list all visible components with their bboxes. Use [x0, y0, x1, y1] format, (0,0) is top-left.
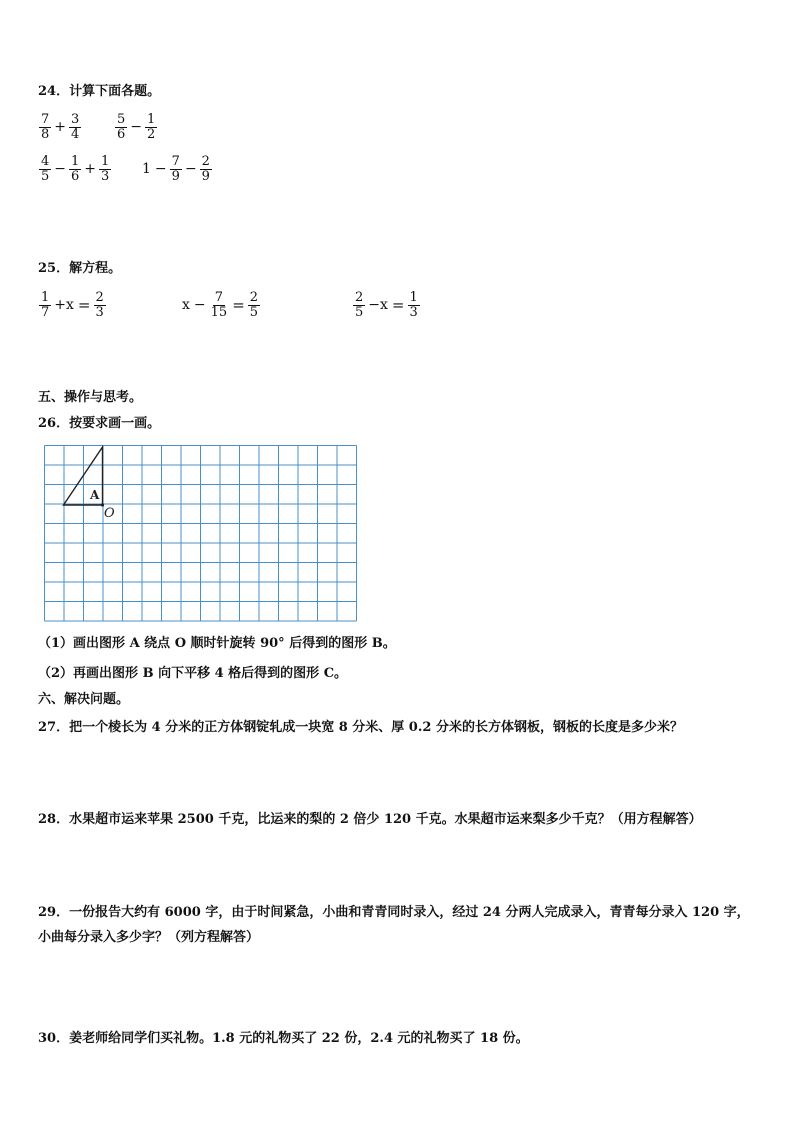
q24-expr-2: $\frac{5}{6}$ − $\frac{1}{2}$ — [117, 111, 156, 142]
fraction: $\frac{2}{5}$ — [355, 289, 364, 320]
q24-expr-4: 1 − $\frac{7}{9}$ − $\frac{2}{9}$ — [142, 153, 210, 184]
fraction: $\frac{2}{9}$ — [201, 153, 210, 184]
fraction: $\frac{5}{6}$ — [117, 111, 126, 142]
fraction: $\frac{1}{6}$ — [71, 153, 80, 184]
q30-text: 30．姜老师给同学们买礼物。1.8 元的礼物买了 22 份，2.4 元的礼物买了 18 份。 — [38, 1031, 529, 1046]
label-a: A — [90, 488, 100, 502]
q29-text: 29．一份报告大约有 6000 字，由于时间紧急，小曲和青青同时录入，经过 24 分两人完成录入，青青每分录入 120 字，小曲每分录入多少字？（列方程解答） — [38, 905, 750, 945]
q24-heading: 24．计算下面各题。 — [38, 84, 161, 99]
fraction: $\frac{1}{2}$ — [147, 111, 156, 142]
q26-sub-1: （1）画出图形 A 绕点 O 顺时针旋转 90° 后得到的图形 B。 — [38, 636, 396, 651]
section-6-title: 六、解决问题。 — [38, 692, 130, 707]
fraction: $\frac{4}{5}$ — [41, 153, 50, 184]
q24-expr-1: $\frac{7}{8}$ + $\frac{3}{4}$ — [41, 111, 80, 142]
q25-equation-1: $\frac{1}{7}$ +x = $\frac{2}{3}$ — [41, 289, 104, 320]
fraction: $\frac{7}{9}$ — [171, 153, 180, 184]
fraction: $\frac{7}{15}$ — [210, 289, 228, 320]
fraction: $\frac{1}{3}$ — [409, 289, 418, 320]
q25-heading: 25．解方程。 — [38, 261, 122, 276]
q25-equation-3: $\frac{2}{5}$ −x = $\frac{1}{3}$ — [355, 289, 418, 320]
fraction: $\frac{7}{8}$ — [41, 111, 50, 142]
fraction: $\frac{1}{7}$ — [41, 289, 50, 320]
q24-expr-3: $\frac{4}{5}$ − $\frac{1}{6}$ + $\frac{1}{3}$ — [41, 153, 110, 184]
fraction: $\frac{2}{3}$ — [95, 289, 104, 320]
q26-sub-2: （2）再画出图形 B 向下平移 4 格后得到的图形 C。 — [38, 666, 348, 681]
grid-lines — [45, 446, 357, 622]
fraction: $\frac{1}{3}$ — [101, 153, 110, 184]
q25-equation-2: x − $\frac{7}{15}$ = $\frac{2}{5}$ — [182, 289, 259, 320]
fraction: $\frac{3}{4}$ — [71, 111, 80, 142]
q27-text: 27．把一个棱长为 4 分米的正方体钢锭轧成一块宽 8 分米、厚 0.2 分米的长方体钢板，钢板的长度是多少米？ — [38, 720, 683, 735]
drawing-grid[interactable] — [44, 445, 374, 627]
q26-heading: 26．按要求画一画。 — [38, 416, 161, 431]
section-5-title: 五、操作与思考。 — [38, 390, 143, 405]
label-o: O — [104, 506, 115, 521]
fraction: $\frac{2}{5}$ — [249, 289, 259, 320]
q28-text: 28．水果超市运来苹果 2500 千克，比运来的梨的 2 倍少 120 千克。水果超市运来梨多少千克？（用方程解答） — [38, 812, 702, 827]
